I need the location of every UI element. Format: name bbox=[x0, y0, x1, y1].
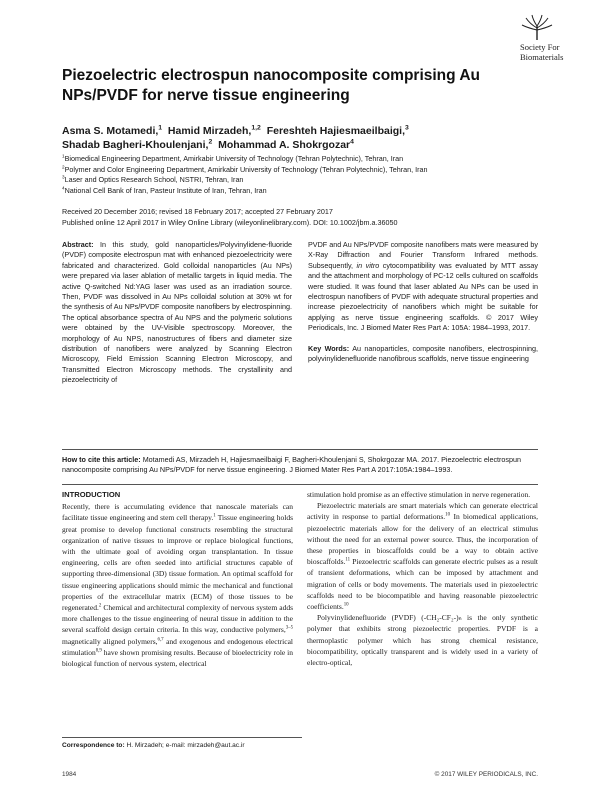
affiliation: $^1$Biomedical Engineering Department, Amirkabir University of Technology (Tehran Polytechnic), Tehran, Iran bbox=[62, 153, 404, 163]
body-right-column: stimulation hold promise as an effective stimulation in nerve regeneration. Piezoelectric materials are smart materials which can generate electrical activity in response to partial deformations.$^{10}$ In biomedical applications, piezoelectric materials allow for the delivery of an electrical stimulus without the need for an external power source. Thus, the incorporation of these properties in bioscaffolds could be a way to obtain active bioscaffolds.$^{11}$ Piezoelectric scaffolds can generate electric pulses as a result of transient deformations, which can be imposed by attachment and migration of cells or body movements. The materials used in piezoelectric scaffolds need to be biocompatible and having reasonable piezoelectric coefficients.$^{10}$ Polyvinylidenefluoride (PVDF) (-CH₂-CF₂-)ₙ is the only synthetic polymer that exhibits strong piezoelectric properties. PVDF is a thermoplastic polymer which has strong chemical resistance, biocompatibility, optically transparent and is widely used in a variety of electro-optical, bbox=[307, 490, 538, 668]
abstract-right: PVDF and Au NPs/PVDF composite nanofibers mats were measured by X-Ray Diffraction and Fourier Transform Infrared methods. Subsequently, in vitro cytocompatibility was evaluated by MTT assay and the attachment and morphology of PC-12 cells cultured on scaffolds were studied. It was found that laser ablated Au NPs can be used in electrospun nanofibers of PVDF with adequate structural properties and increase piezoelectricity of nanofibers which might be suitable for applying as nerve tissue engineering scaffolds. © 2017 Wiley Periodicals, Inc. J Biomed Mater Res Part A: 105A: 1984–1993, 2017. Key Words: Au nanoparticles, composite nanofibers, electrospinning, polyvinylidenefluoride nanofibrous scaffolds, nerve tissue engineering bbox=[308, 240, 539, 364]
author: Hamid Mirzadeh, bbox=[167, 125, 252, 137]
logo-line-1: Society For bbox=[520, 42, 560, 52]
keywords: Key Words: Au nanoparticles, composite nanofibers, electrospinning, polyvinylidenefluoride nanofibrous scaffolds, nerve tissue engineering bbox=[308, 343, 538, 364]
article-title: Piezoelectric electrospun nanocomposite comprising Au NPs/PVDF for nerve tissue engineering bbox=[62, 67, 481, 104]
divider bbox=[62, 484, 538, 485]
author: Mohammad A. Shokrgozar bbox=[218, 139, 351, 151]
received-line: Received 20 December 2016; revised 18 February 2017; accepted 27 February 2017 bbox=[62, 207, 333, 216]
page-number: 1984 bbox=[62, 771, 77, 778]
author: Fereshteh Hajiesmaeilbaigi, bbox=[266, 125, 405, 137]
author: Shadab Bagheri-Khoulenjani, bbox=[62, 139, 209, 151]
body-left-column: INTRODUCTION Recently, there is accumulating evidence that nanoscale materials can facilitate tissue engineering and stem cell therapy.$^1$ Tissue engineering holds great promise to develop functional constructs resembling the structural organization of native tissues to improve or replace biological functions, with the ultimate goal of avoiding organ transplantation. In tissue engineering, cells are often seeded into artificial structures capable of supporting three-dimensional (3D) tissue formation. An optimal scaffold for tissue engineering applications should mimic the mechanical and functional properties of the extracellular matrix (ECM) of those tissues to be regenerated.$^2$ Chemical and architectural complexity of nervous system adds more challenges to the tissue engineering of neural tissue in addition to the several scaffold design certain criteria. In this way, conductive polymers,$^{3-5}$ magnetically aligned polymers,$^{6,7}$ and exogenous and endogenous electrical stimulation$^{8,9}$ have shown promising results. Because of bioelectricity role in biological function of nervous system, electrical bbox=[62, 490, 293, 669]
footer-copyright: © 2017 WILEY PERIODICALS, INC. bbox=[434, 771, 538, 778]
affiliations bbox=[62, 154, 542, 196]
section-heading: INTRODUCTION bbox=[62, 490, 121, 499]
affiliation: $^3$Laser and Optics Research School, NSTRI, Tehran, Iran bbox=[62, 174, 244, 185]
society-logo bbox=[520, 14, 590, 62]
author-list: Asma S. Motamedi,$^1$ Hamid Mirzadeh,$^{1,2}$ Fereshteh Hajiesmaeilbaigi,$^3$ Shadab Bagheri-Khoulenjani,$^2$ Mohammad A. Shokrgozar$^4$ bbox=[62, 124, 409, 151]
published-line: Published online 12 April 2017 in Wiley Online Library (wileyonlinelibrary.com). DOI: 10.1002/jbm.a.36050 bbox=[62, 217, 398, 227]
abstract-text: In this study, gold nanoparticles/Polyvinylidene-fluoride (PVDF) composite electrospun mat with enhanced piezoelectricity were fabricated and characterized. Gold colloidal nanoparticles (Au NPs) were prepared via laser ablation of metallic targets in liquid media. The active Q-switched Nd:YAG laser was used as an irradiation source. Then, PVDF was dissolved in Au NPs colloidal solution at 30% wt for the synthesis of Au NPs/PVDF composite nanofibers by electrospinning. The optical absorbance spectra of Au NPS and the polymeric solutions were obtained by the UV-Visible spectroscopy. Moreover, the morphology of Au NPS, nanostructures of fibers and diameter size distribution of nanofibers were analyzed by Scanning Electron Microscopy, Field Emission Scanning Electron Microscopy, and Transmitted Electron Microscopy methods. The crystallinity and piezoelectricity of bbox=[62, 240, 293, 385]
footnote-rule bbox=[62, 737, 302, 738]
divider bbox=[62, 449, 538, 450]
how-to-cite: How to cite this article: Motamedi AS, Mirzadeh H, Hajiesmaeilbaigi F, Bagheri-Khoulenjani S, Shokrgozar MA. 2017. Piezoelectric electrospun nanocomposite comprising Au NPs/PVDF for nerve tissue engineering. J Biomed Mater Res Part A 2017:105A:1984–1993. bbox=[62, 455, 522, 475]
publication-dates bbox=[62, 207, 542, 228]
affiliation: $^2$Polymer and Color Engineering Department, Amirkabir University of Technology (Tehran Polytechnic), Tehran, Iran bbox=[62, 164, 428, 174]
tree-logo-icon bbox=[520, 14, 554, 40]
logo-line-2: Biomaterials bbox=[520, 52, 564, 62]
abstract-copyright: © 2017 Wiley Periodicals, Inc. J Biomed Mater Res Part A: 105A: 1984–1993, 2017. bbox=[308, 312, 539, 333]
abstract-label: Abstract: bbox=[62, 240, 94, 249]
affiliation: $^4$National Cell Bank of Iran, Pasteur Institute of Iran, Tehran, Iran bbox=[62, 185, 267, 195]
author: Asma S. Motamedi, bbox=[62, 125, 159, 137]
correspondence: Correspondence to: H. Mirzadeh; e-mail: mirzadeh@aut.ac.ir bbox=[62, 742, 245, 749]
abstract-left bbox=[62, 240, 292, 386]
